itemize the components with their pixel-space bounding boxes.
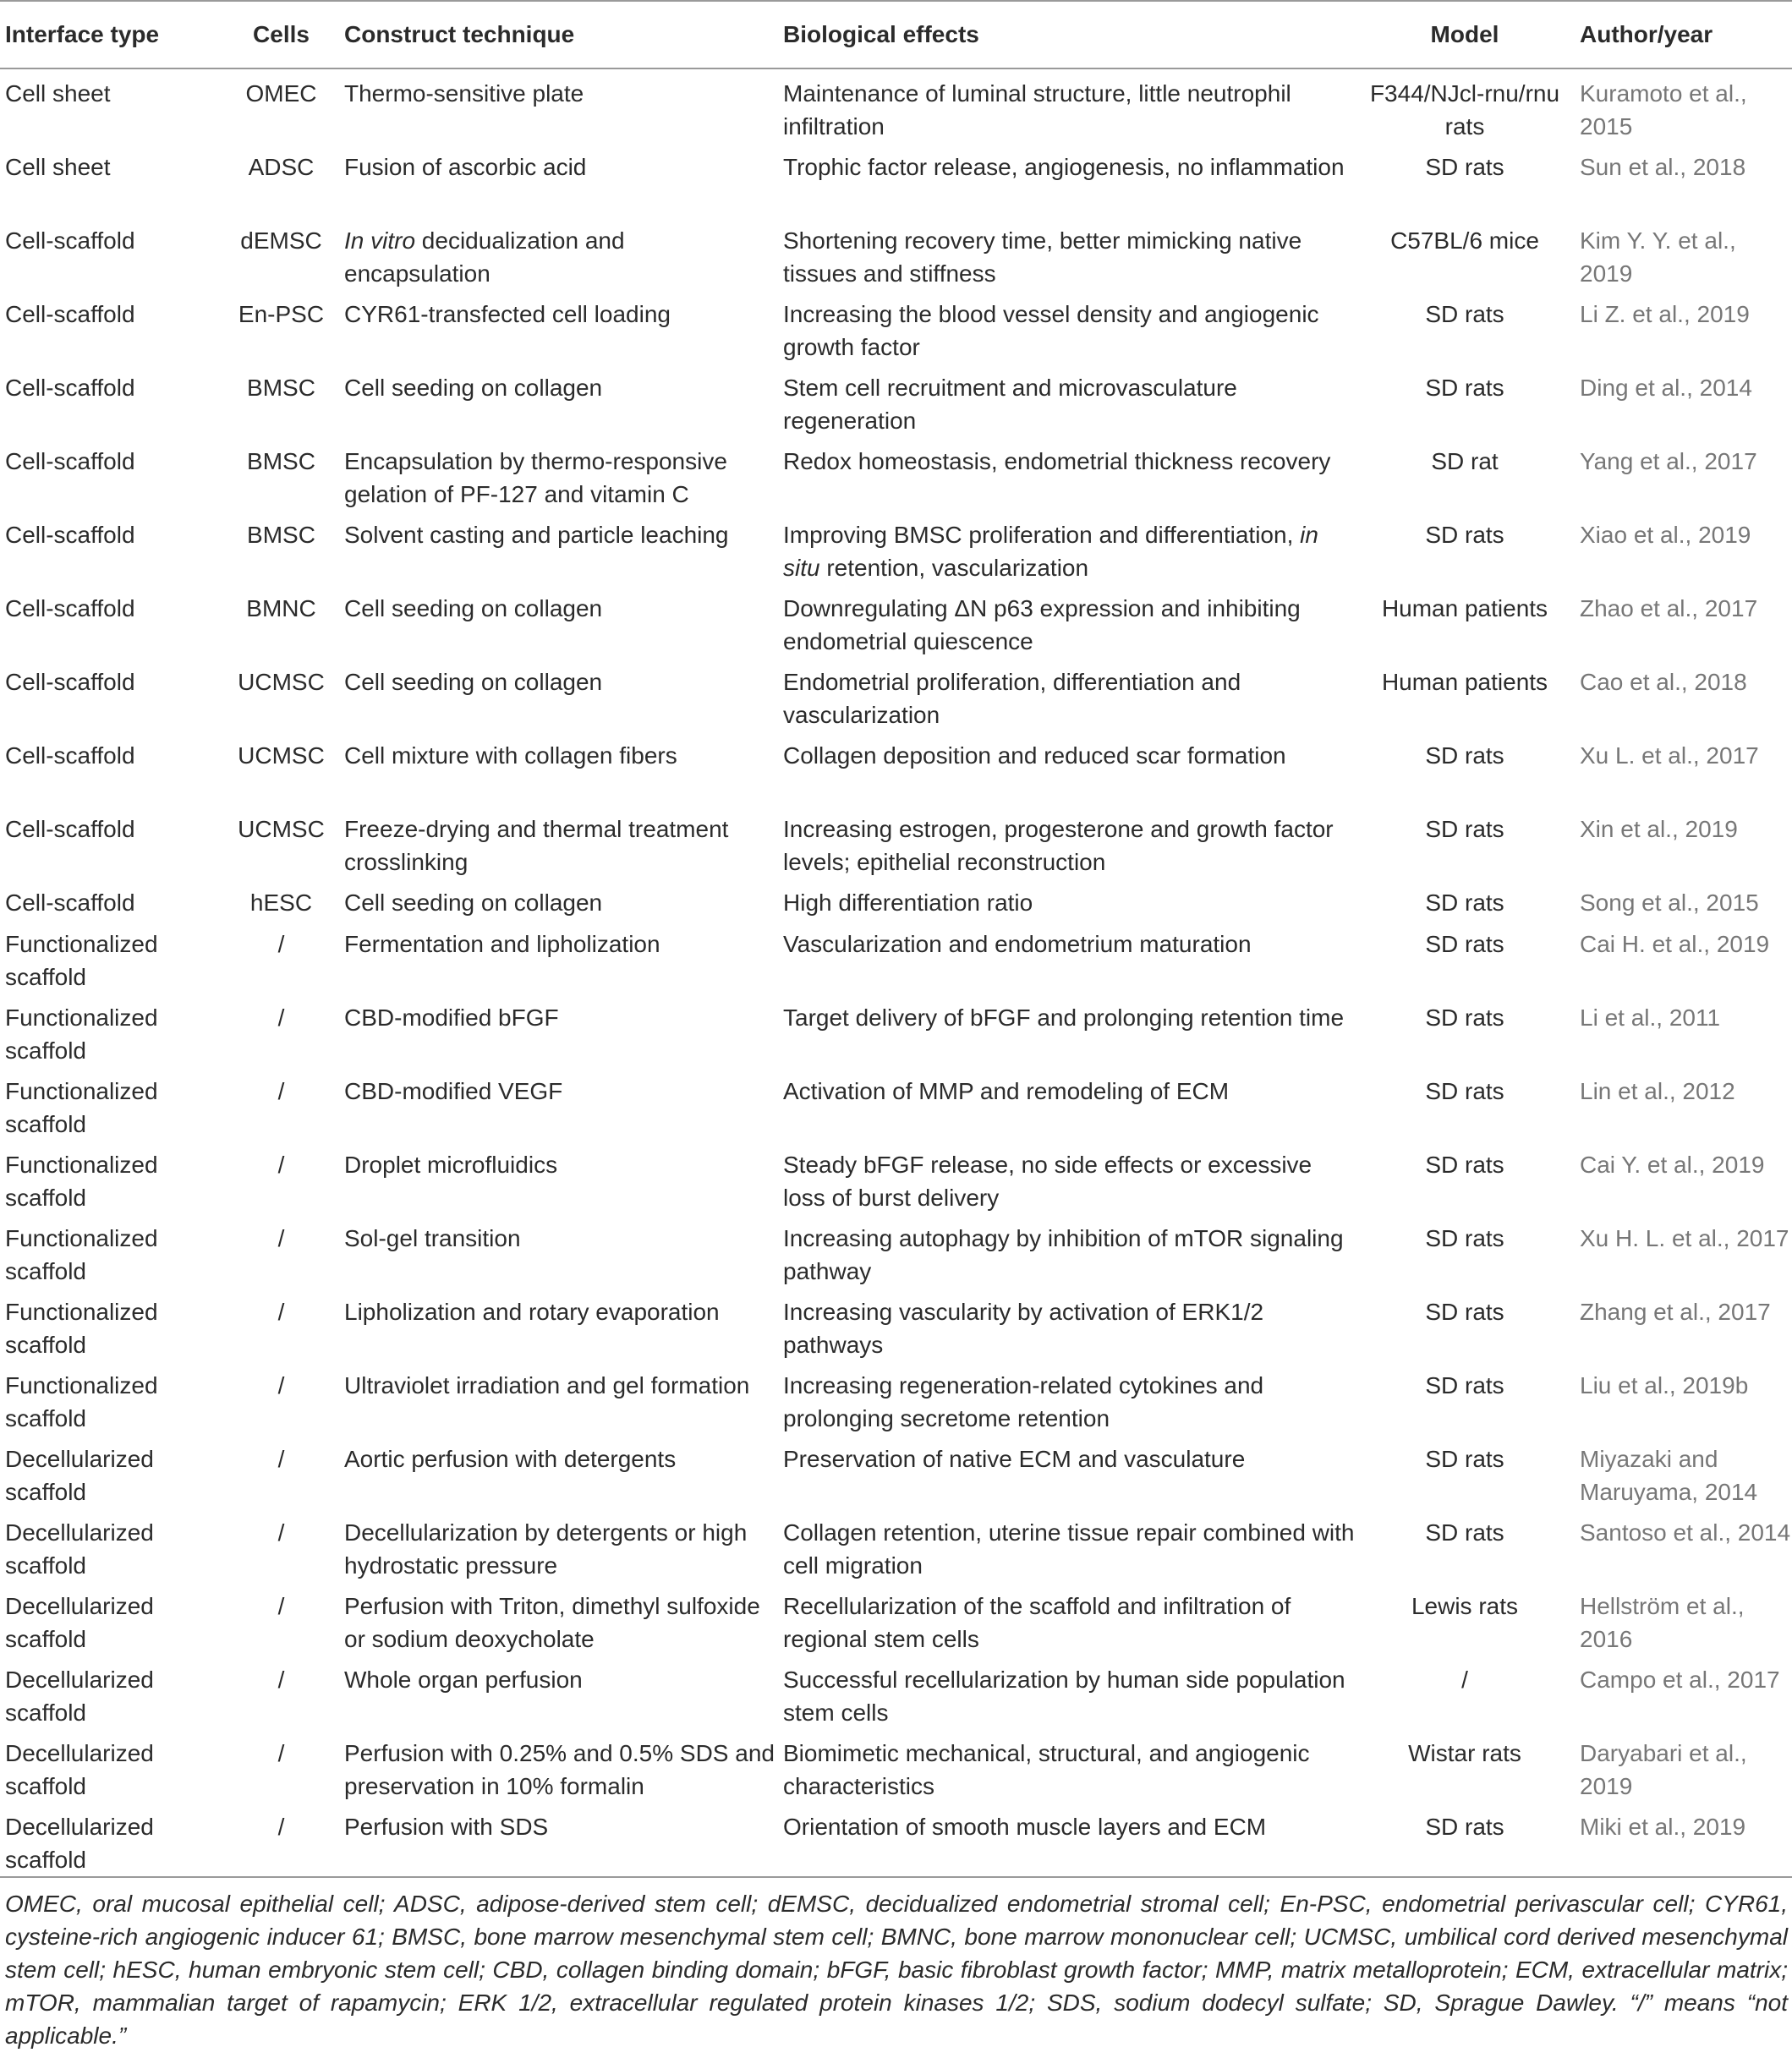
table-row	[0, 1508, 1792, 1582]
cell-model: SD rats	[1425, 1519, 1504, 1546]
cell-interface-type: Cell-scaffold	[5, 301, 135, 327]
technique-text: Decellularization by detergents or high hydrostatic pressure	[344, 1519, 748, 1579]
cell-construct-technique	[336, 1435, 775, 1508]
cell-cells: BMNC	[246, 595, 316, 621]
cell-author-year: Campo et al., 2017	[1580, 1667, 1780, 1693]
table-row	[0, 143, 1792, 216]
cell-interface-type: Decellularized scaffold	[5, 1593, 154, 1652]
cell-model: SD rat	[1431, 448, 1499, 474]
cell-biological-effects	[775, 437, 1360, 511]
cell-biological-effects	[775, 1656, 1360, 1729]
cell-model: SD rats	[1425, 1078, 1504, 1104]
cell-biological-effects	[775, 1288, 1360, 1361]
cell-model: /	[1461, 1667, 1468, 1693]
cell-author-year: Hellström et al., 2016	[1580, 1593, 1745, 1652]
table-row	[0, 1729, 1792, 1803]
cell-biological-effects	[775, 993, 1360, 1067]
cell-biological-effects	[775, 364, 1360, 437]
cell-biological-effects	[775, 805, 1360, 878]
cell-interface-type: Cell-scaffold	[5, 669, 135, 695]
effects-text: Orientation of smooth muscle layers and ECM	[783, 1814, 1267, 1840]
table-row	[0, 658, 1792, 731]
cell-construct-technique	[336, 658, 775, 731]
cell-interface-type: Decellularized scaffold	[0, 1803, 227, 1877]
cell-model: Lewis rats	[1411, 1593, 1519, 1619]
cell-model: SD rats	[1425, 1446, 1504, 1472]
cell-construct-technique	[336, 1803, 775, 1877]
cell-model: C57BL/6 mice	[1390, 227, 1539, 254]
table-row	[0, 364, 1792, 437]
cell-cells: /	[277, 1078, 285, 1104]
technique-text: Freeze-drying and thermal treatment crosslinking	[344, 816, 729, 875]
cell-interface-type: Decellularized scaffold	[5, 1667, 154, 1726]
cell-cells: /	[277, 1740, 285, 1766]
cell-interface-type: Cell-scaffold	[5, 889, 135, 916]
cell-author-year: Miyazaki and Maruyama, 2014	[1580, 1446, 1758, 1505]
cell-biological-effects	[775, 1214, 1360, 1288]
cell-model: SD rats	[1425, 375, 1504, 401]
technique-text: Perfusion with Triton, dimethyl sulfoxide or sodium deoxycholate	[344, 1593, 760, 1652]
effects-text: Collagen retention, uterine tissue repair combined with cell migration	[783, 1519, 1355, 1579]
table-row	[0, 878, 1792, 920]
technique-text: Droplet microfluidics	[344, 1152, 558, 1178]
effects-text: Steady bFGF release, no side effects or excessive loss of burst delivery	[783, 1152, 1312, 1211]
effects-text: Endometrial proliferation, differentiation and vascularization	[783, 669, 1241, 728]
cell-author-year: Miki et al., 2019	[1570, 1803, 1792, 1877]
cell-interface-type: Decellularized scaffold	[5, 1740, 154, 1799]
cell-construct-technique	[336, 364, 775, 437]
technique-text: Solvent casting and particle leaching	[344, 522, 729, 548]
cell-construct-technique	[336, 1288, 775, 1361]
cell-interface-type: Functionalized scaffold	[5, 931, 158, 990]
cell-cells: UCMSC	[238, 669, 325, 695]
cell-model: Human patients	[1381, 595, 1548, 621]
cell-cells: OMEC	[245, 80, 317, 107]
cell-author-year: Li et al., 2011	[1580, 1004, 1721, 1031]
cell-cells: /	[277, 1519, 285, 1546]
cell-cells: /	[277, 1667, 285, 1693]
cell-construct-technique	[336, 920, 775, 993]
effects-text: Downregulating ΔN p63 expression and inhibiting endometrial quiescence	[783, 595, 1301, 654]
cell-model: Wistar rats	[1408, 1740, 1521, 1766]
cell-model: SD rats	[1425, 816, 1504, 842]
cell-interface-type: Decellularized scaffold	[5, 1446, 154, 1505]
header-row	[0, 1, 1792, 68]
effects-text: Activation of MMP and remodeling of ECM	[783, 1078, 1230, 1104]
cell-author-year: Cao et al., 2018	[1580, 669, 1747, 695]
cell-construct-technique	[336, 878, 775, 920]
table-row	[0, 805, 1792, 878]
table-row	[0, 1803, 1792, 1877]
cell-interface-type: Decellularized scaffold	[5, 1519, 154, 1579]
cell-construct-technique	[336, 805, 775, 878]
effects-text: Trophic factor release, angiogenesis, no inflammation	[783, 154, 1345, 180]
technique-text: CBD-modified bFGF	[344, 1004, 559, 1031]
cell-model: SD rats	[1425, 154, 1504, 180]
cell-construct-technique	[336, 1141, 775, 1214]
table-body	[0, 68, 1792, 1877]
cell-interface-type: Functionalized scaffold	[5, 1225, 158, 1284]
cell-cells: UCMSC	[238, 742, 325, 769]
technique-text: Ultraviolet irradiation and gel formation	[344, 1372, 750, 1398]
table-row	[0, 920, 1792, 993]
cell-construct-technique	[336, 216, 775, 290]
effects-text: Increasing vascularity by activation of ERK1/2 pathways	[783, 1299, 1264, 1358]
cell-biological-effects	[775, 731, 1360, 805]
effects-text: High differentiation ratio	[783, 889, 1033, 916]
cell-author-year: Lin et al., 2012	[1580, 1078, 1735, 1104]
cell-model: SD rats	[1425, 889, 1504, 916]
effects-text: Preservation of native ECM and vasculature	[783, 1446, 1246, 1472]
cell-model: SD rats	[1425, 1152, 1504, 1178]
cell-construct-technique	[336, 68, 775, 143]
technique-text: Cell mixture with collagen fibers	[344, 742, 677, 769]
table-row	[0, 993, 1792, 1067]
cell-biological-effects	[775, 1067, 1360, 1141]
cell-cells: /	[277, 931, 285, 957]
table-row	[0, 1361, 1792, 1435]
cell-author-year: Xin et al., 2019	[1580, 816, 1738, 842]
header-model: Model	[1360, 1, 1570, 68]
cell-biological-effects	[775, 920, 1360, 993]
cell-interface-type: Cell-scaffold	[5, 816, 135, 842]
cell-interface-type: Functionalized scaffold	[5, 1004, 158, 1064]
cell-construct-technique	[336, 1508, 775, 1582]
cell-interface-type: Functionalized scaffold	[5, 1078, 158, 1137]
cell-cells: /	[277, 1299, 285, 1325]
cell-author-year: Yang et al., 2017	[1580, 448, 1757, 474]
technique-text: Cell seeding on collagen	[344, 595, 603, 621]
cell-model: SD rats	[1425, 931, 1504, 957]
table-row	[0, 1214, 1792, 1288]
cell-cells: ADSC	[248, 154, 315, 180]
effects-text: Increasing autophagy by inhibition of mTOR signaling pathway	[783, 1225, 1344, 1284]
cell-cells: /	[227, 1803, 336, 1877]
cell-interface-type: Cell-scaffold	[5, 375, 135, 401]
technique-text: Cell seeding on collagen	[344, 375, 603, 401]
effects-italic-text: in situ	[783, 522, 1318, 581]
cell-author-year: Kim Y. Y. et al., 2019	[1580, 227, 1736, 287]
technique-text: Fusion of ascorbic acid	[344, 154, 587, 180]
cell-biological-effects	[775, 1141, 1360, 1214]
technique-text: Cell seeding on collagen	[344, 669, 603, 695]
cell-interface-type: Cell sheet	[5, 154, 111, 180]
cell-biological-effects	[775, 1729, 1360, 1803]
cell-biological-effects	[775, 290, 1360, 364]
table-row	[0, 1067, 1792, 1141]
cell-cells: UCMSC	[238, 816, 325, 842]
cell-biological-effects	[775, 511, 1360, 584]
cell-construct-technique	[336, 437, 775, 511]
cell-model: SD rats	[1360, 1803, 1570, 1877]
technique-text: CBD-modified VEGF	[344, 1078, 563, 1104]
cell-interface-type: Cell-scaffold	[5, 227, 135, 254]
effects-text: Collagen deposition and reduced scar formation	[783, 742, 1286, 769]
cell-biological-effects	[775, 216, 1360, 290]
effects-text: Increasing regeneration-related cytokines and prolonging secretome retention	[783, 1372, 1264, 1431]
cell-cells: BMSC	[247, 522, 315, 548]
cell-author-year: Cai H. et al., 2019	[1580, 931, 1770, 957]
effects-text: Target delivery of bFGF and prolonging retention time	[783, 1004, 1345, 1031]
table-row	[0, 511, 1792, 584]
header-interface-type: Interface type	[0, 1, 227, 68]
cell-author-year: Xu H. L. et al., 2017	[1580, 1225, 1789, 1251]
effects-tail-text: retention, vascularization	[819, 555, 1089, 581]
cell-construct-technique	[336, 1582, 775, 1656]
cell-model: Human patients	[1381, 669, 1548, 695]
cell-model: SD rats	[1425, 1004, 1504, 1031]
cell-author-year: Song et al., 2015	[1580, 889, 1759, 916]
technique-text: Perfusion with SDS	[344, 1814, 549, 1840]
cell-interface-type: Cell sheet	[5, 80, 111, 107]
cell-construct-technique	[336, 1729, 775, 1803]
cell-interface-type: Functionalized scaffold	[5, 1299, 158, 1358]
cell-cells: /	[277, 1372, 285, 1398]
cell-construct-technique	[336, 993, 775, 1067]
technique-text: Cell seeding on collagen	[344, 889, 603, 916]
table-row	[0, 437, 1792, 511]
technique-text: Aortic perfusion with detergents	[344, 1446, 677, 1472]
cell-cells: /	[277, 1152, 285, 1178]
cell-author-year: Sun et al., 2018	[1580, 154, 1746, 180]
effects-text: Recellularization of the scaffold and infiltration of regional stem cells	[783, 1593, 1291, 1652]
cell-biological-effects	[775, 1435, 1360, 1508]
technique-text: Thermo-sensitive plate	[344, 80, 584, 107]
technique-text: Whole organ perfusion	[344, 1667, 583, 1693]
technique-text: Lipholization and rotary evaporation	[344, 1299, 720, 1325]
effects-text: Redox homeostasis, endometrial thickness recovery	[783, 448, 1331, 474]
cell-biological-effects	[775, 1803, 1360, 1877]
header-construct-technique: Construct technique	[336, 1, 775, 68]
cell-construct-technique	[336, 731, 775, 805]
effects-text: Maintenance of luminal structure, little neutrophil infiltration	[783, 80, 1291, 140]
table-row	[0, 1582, 1792, 1656]
cell-construct-technique	[336, 1214, 775, 1288]
cell-construct-technique	[336, 511, 775, 584]
cell-model: SD rats	[1425, 522, 1504, 548]
cell-model: SD rats	[1425, 1372, 1504, 1398]
cell-author-year: Cai Y. et al., 2019	[1580, 1152, 1765, 1178]
cell-cells: /	[277, 1004, 285, 1031]
table-row	[0, 1656, 1792, 1729]
cell-author-year: Zhang et al., 2017	[1580, 1299, 1771, 1325]
cell-biological-effects	[775, 584, 1360, 658]
effects-text: Increasing estrogen, progesterone and growth factor levels; epithelial reconstruction	[783, 816, 1334, 875]
cell-cells: dEMSC	[240, 227, 322, 254]
effects-text: Increasing the blood vessel density and angiogenic growth factor	[783, 301, 1319, 360]
cell-author-year: Liu et al., 2019b	[1580, 1372, 1749, 1398]
table-row	[0, 731, 1792, 805]
cell-model: SD rats	[1425, 742, 1504, 769]
header-biological-effects: Biological effects	[775, 1, 1360, 68]
table-footnote: OMEC, oral mucosal epithelial cell; ADSC, adipose-derived stem cell; dEMSC, decidualized endometrial stromal cell; En-PSC, endometrial perivascular cell; CYR61, cysteine-rich angiogenic inducer 61; BMSC, bone marrow mesenchymal stem cell; BMNC, bone marrow mononuclear cell; UCMSC, umbilical cord derived mesenchymal stem cell; hESC, human embryonic stem cell; CBD, collagen binding domain; bFGF, basic fibroblast growth factor; MMP, matrix metalloprotein; ECM, extracellular matrix; mTOR, mammalian target of rapamycin; ERK 1/2, extracellular regulated protein kinases 1/2; SDS, sodium dodecyl sulfate; SD, Sprague Dawley. “/” means “not applicable.”	[5, 1891, 1788, 2049]
table-header	[0, 1, 1792, 68]
cell-author-year: Li Z. et al., 2019	[1580, 301, 1750, 327]
table-row	[0, 68, 1792, 143]
cell-interface-type: Cell-scaffold	[5, 448, 135, 474]
cell-model: SD rats	[1425, 1299, 1504, 1325]
cell-construct-technique	[336, 584, 775, 658]
cell-model: SD rats	[1425, 1225, 1504, 1251]
effects-text: Improving BMSC proliferation and differentiation,	[783, 522, 1301, 548]
cell-author-year: Xu L. et al., 2017	[1580, 742, 1759, 769]
cell-biological-effects	[775, 878, 1360, 920]
cell-interface-type: Functionalized scaffold	[5, 1152, 158, 1211]
cell-author-year: Ding et al., 2014	[1580, 375, 1752, 401]
cell-construct-technique	[336, 143, 775, 216]
cell-biological-effects	[775, 68, 1360, 143]
table-row	[0, 1288, 1792, 1361]
table-row	[0, 216, 1792, 290]
effects-text: Stem cell recruitment and microvasculature regeneration	[783, 375, 1237, 434]
cell-construct-technique	[336, 290, 775, 364]
cell-author-year: Kuramoto et al., 2015	[1580, 80, 1747, 140]
effects-text: Successful recellularization by human side population stem cells	[783, 1667, 1345, 1726]
technique-text: decidualization and encapsulation	[344, 227, 625, 287]
header-cells: Cells	[227, 1, 336, 68]
cell-interface-type: Cell-scaffold	[5, 742, 135, 769]
cell-cells: BMSC	[247, 448, 315, 474]
header-author-year: Author/year	[1570, 1, 1792, 68]
cell-biological-effects	[775, 1582, 1360, 1656]
cell-biological-effects	[775, 1508, 1360, 1582]
cell-construct-technique	[336, 1361, 775, 1435]
cell-interface-type: Functionalized scaffold	[5, 1372, 158, 1431]
table-row	[0, 584, 1792, 658]
technique-italic-text: In vitro	[344, 227, 416, 254]
cell-cells: BMSC	[247, 375, 315, 401]
effects-text: Shortening recovery time, better mimicking native tissues and stiffness	[783, 227, 1302, 287]
table-row	[0, 1435, 1792, 1508]
cell-author-year: Zhao et al., 2017	[1580, 595, 1758, 621]
cell-construct-technique	[336, 1656, 775, 1729]
cell-cells: /	[277, 1225, 285, 1251]
technique-text: Encapsulation by thermo-responsive gelation of PF-127 and vitamin C	[344, 448, 727, 507]
table-row	[0, 1141, 1792, 1214]
cell-interface-type: Cell-scaffold	[5, 595, 135, 621]
cell-interface-type: Cell-scaffold	[5, 522, 135, 548]
cell-model: SD rats	[1425, 301, 1504, 327]
cell-biological-effects	[775, 1361, 1360, 1435]
cell-cells: hESC	[249, 889, 313, 916]
table-row	[0, 290, 1792, 364]
cell-author-year: Santoso et al., 2014	[1580, 1519, 1791, 1546]
cell-biological-effects	[775, 143, 1360, 216]
cell-author-year: Xiao et al., 2019	[1580, 522, 1751, 548]
technique-text: Fermentation and lipholization	[344, 931, 660, 957]
cell-cells: En-PSC	[238, 301, 325, 327]
cell-construct-technique	[336, 1067, 775, 1141]
technique-text: Perfusion with 0.25% and 0.5% SDS and preservation in 10% formalin	[344, 1740, 775, 1799]
technique-text: Sol-gel transition	[344, 1225, 521, 1251]
cell-cells: /	[277, 1446, 285, 1472]
cell-model: F344/NJcl-rnu/rnu rats	[1369, 80, 1560, 140]
cell-cells: /	[277, 1593, 285, 1619]
technique-text: CYR61-transfected cell loading	[344, 301, 671, 327]
effects-text: Biomimetic mechanical, structural, and angiogenic characteristics	[783, 1740, 1310, 1799]
effects-text: Vascularization and endometrium maturation	[783, 931, 1252, 957]
cell-biological-effects	[775, 658, 1360, 731]
cell-author-year: Daryabari et al., 2019	[1580, 1740, 1747, 1799]
